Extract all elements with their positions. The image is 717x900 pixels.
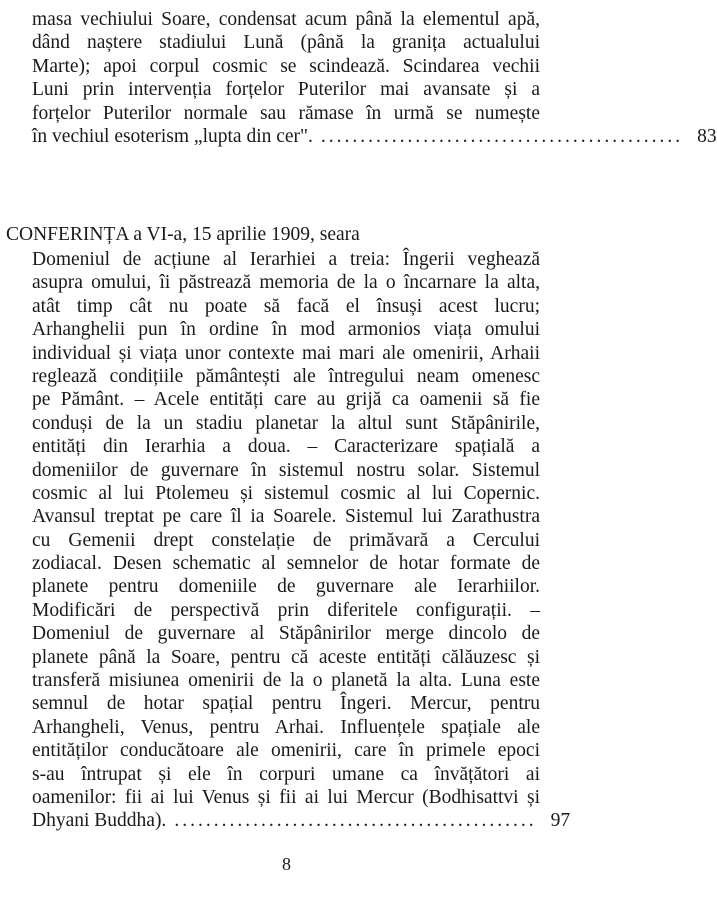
toc-text-line: planete până la Soare, pentru că aceste entități călăuzesc și xyxy=(32,646,540,668)
toc-entry-lecture-6 xyxy=(32,248,571,833)
dot-leader: .............................................. xyxy=(174,810,537,832)
toc-text-line: oamenilor: fii ai lui Venus și fii ai lui Mercur (Bodhisattvi și xyxy=(32,786,540,808)
toc-text-line: transferă misiunea omenirii de la o planetă la alta. Luna este xyxy=(32,670,540,692)
toc-text-line: pe Pământ. – Acele entități care au grijă ca oamenii să fie xyxy=(32,389,540,411)
toc-text-line: asupra omului, îi păstrează memoria de la o încarnare la alta, xyxy=(32,272,540,294)
lecture-heading xyxy=(6,223,360,246)
toc-page-number: 97 xyxy=(550,810,571,832)
toc-text-line: planete pentru domeniile de guvernare ale Ierarhiilor. xyxy=(32,576,540,598)
toc-text-line: zodiacal. Desen schematic al semnelor de hotar formate de xyxy=(32,553,540,575)
lecture-date: a VI-a, 15 aprilie 1909, seara xyxy=(128,224,360,245)
toc-entry-lecture-5-continuation xyxy=(32,8,717,148)
toc-text-line: în vechiul esoterism „lupta din cer". xyxy=(32,125,313,147)
toc-text-line: domeniilor de guvernare în sistemul nostru solar. Sistemul xyxy=(32,459,540,481)
toc-final-line xyxy=(32,809,571,832)
toc-text-line: conduși de la un stadiu planetar la altul sunt Stăpânirile, xyxy=(32,412,540,434)
toc-text-line: Domeniul de guvernare al Stăpânirilor merge dincolo de xyxy=(32,623,540,645)
lecture-title: CONFERINȚA xyxy=(6,224,129,245)
toc-text-line: forțelor Puterilor normale sau rămase în urmă se numește xyxy=(32,102,540,124)
toc-text-line: Modificări de perspectivă prin diferitele configurații. – xyxy=(32,599,540,621)
toc-text-line: cu Gemenii drept constelație de primăvară a Cercului xyxy=(32,529,540,551)
toc-text-line: Domeniul de acțiune al Ierarhiei a treia: Îngerii veghează xyxy=(32,249,540,270)
toc-text-line: masa vechiului Soare, condensat acum până la elementul apă, xyxy=(32,9,540,30)
toc-final-line xyxy=(32,125,717,148)
toc-text-line: Arhangheli, Venus, pentru Arhai. Influențele spațiale ale xyxy=(32,716,540,738)
toc-text-line: s-au întrupat și ele în corpuri umane ca învățători ai xyxy=(32,763,540,785)
toc-text-line: Marte); apoi corpul cosmic se scindează. Scindarea vechii xyxy=(32,55,540,77)
toc-text-line: individual și viața unor contexte mai mari ale omenirii, Arhaii xyxy=(32,342,540,364)
page-number: 8 xyxy=(282,854,291,874)
dot-leader: .............................................. xyxy=(320,125,684,147)
toc-text-line: entități din Ierarhia a doua. – Caracterizare spațială a xyxy=(32,436,540,458)
toc-text-line: Luni prin intervenția forțelor Puterilor mai avansate și a xyxy=(32,79,540,101)
toc-text-line: cosmic al lui Ptolemeu și sistemul cosmic al lui Copernic. xyxy=(32,482,540,504)
toc-text-line: Avansul treptat pe care îl ia Soarele. Sistemul lui Zarathustra xyxy=(32,506,540,528)
toc-text-line: entităților conducătoare ale omenirii, care în primele epoci xyxy=(32,740,540,762)
toc-text-line: reglează condițiile pământești ale întregului neam omenesc xyxy=(32,365,540,387)
toc-text-line: atât timp cât nu poate să facă el însuși acest lucru; xyxy=(32,295,540,317)
toc-text-line: Arhanghelii pun în ordine în mod armonios viața omului xyxy=(32,319,540,341)
toc-text-line: dând naștere stadiului Lună (până la granița actualului xyxy=(32,32,540,54)
toc-page-number: 83 xyxy=(697,125,717,147)
toc-text-line: Dhyani Buddha). xyxy=(32,810,167,832)
toc-text-line: semnul de hotar spațial pentru Îngeri. Mercur, pentru xyxy=(32,693,540,715)
